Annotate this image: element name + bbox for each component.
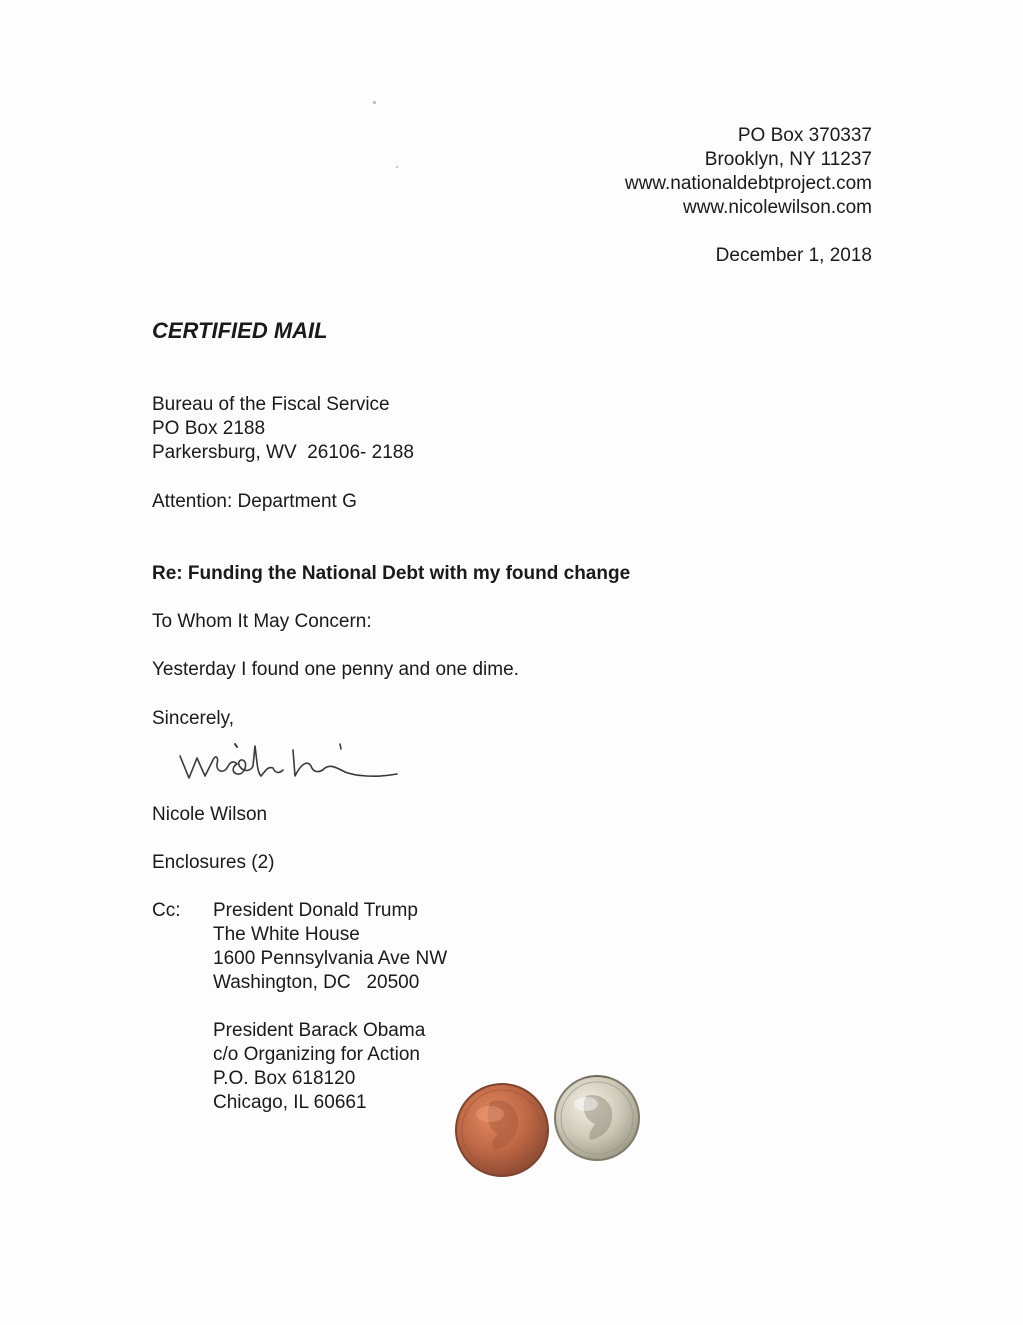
- cc-address-line: Chicago, IL 60661: [213, 1092, 367, 1113]
- recipient-address-line: Parkersburg, WV 26106- 2188: [152, 442, 414, 463]
- recipient-address-line: PO Box 2188: [152, 418, 266, 439]
- taped-coins: [450, 1072, 650, 1182]
- letter-date: December 1, 2018: [715, 245, 872, 266]
- sender-address: [625, 124, 872, 220]
- signer-name: Nicole Wilson: [152, 804, 268, 825]
- cc-recipient-trump: [213, 899, 447, 995]
- cc-recipient-obama: [213, 1019, 425, 1115]
- cc-address-line: c/o Organizing for Action: [213, 1044, 420, 1065]
- cc-address-line: President Donald Trump: [213, 900, 418, 921]
- cc-address-line: P.O. Box 618120: [213, 1068, 356, 1089]
- enclosures-note: Enclosures (2): [152, 852, 275, 873]
- cc-address-line: 1600 Pennsylvania Ave NW: [213, 948, 448, 969]
- signature-icon: [175, 738, 405, 786]
- cc-label: Cc:: [152, 900, 181, 921]
- recipient-address-line: Bureau of the Fiscal Service: [152, 394, 390, 415]
- scan-speck: [396, 166, 398, 168]
- certified-mail-heading: CERTIFIED MAIL: [152, 318, 328, 343]
- sender-website-line: www.nationaldebtproject.com: [624, 173, 872, 194]
- recipient-address: [152, 393, 414, 465]
- sender-address-line: PO Box 370337: [737, 125, 872, 146]
- cc-address-line: Washington, DC 20500: [213, 972, 420, 993]
- salutation: To Whom It May Concern:: [152, 611, 372, 632]
- cc-address-line: The White House: [213, 924, 360, 945]
- subject-line: Re: Funding the National Debt with my found change: [152, 563, 631, 584]
- letter-body: Yesterday I found one penny and one dime.: [152, 659, 519, 680]
- cc-address-line: President Barack Obama: [213, 1020, 426, 1041]
- scan-speck: [373, 101, 376, 104]
- sender-website-line: www.nicolewilson.com: [682, 197, 872, 218]
- closing: Sincerely,: [152, 708, 235, 729]
- sender-address-line: Brooklyn, NY 11237: [704, 149, 872, 170]
- tape-overlay: [452, 1078, 648, 1178]
- attention-line: Attention: Department G: [152, 491, 357, 512]
